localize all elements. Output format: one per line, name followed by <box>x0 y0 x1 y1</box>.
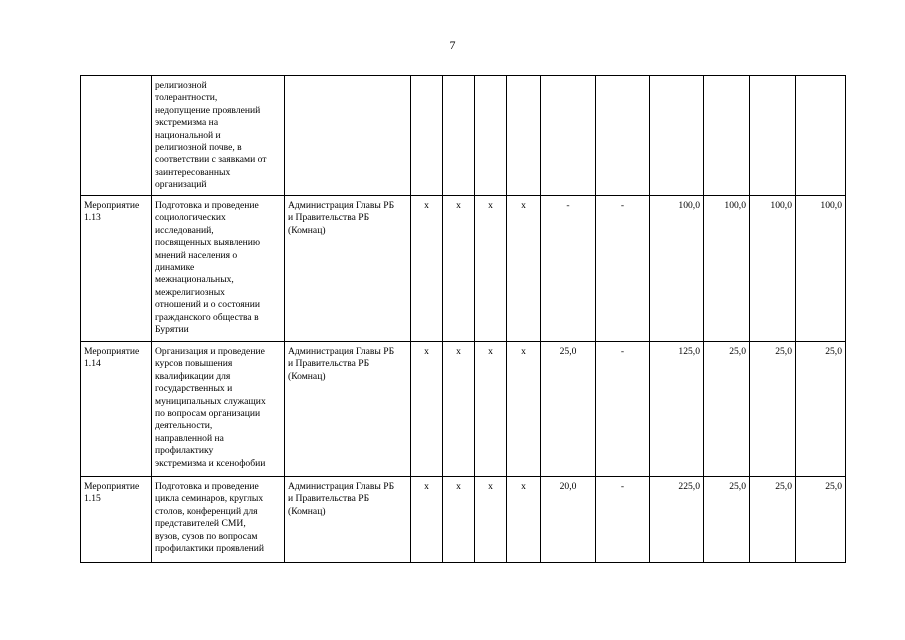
table-row <box>81 196 846 342</box>
event-cell <box>81 76 152 196</box>
value-cell: 125,0 <box>650 342 704 477</box>
value-cell: 25,0 <box>750 477 796 563</box>
value-cell <box>411 76 443 196</box>
table-row <box>81 342 846 477</box>
value-cell <box>796 76 846 196</box>
event-cell: Мероприятие 1.13 <box>81 196 152 342</box>
executor-cell: Администрация Главы РБ и Правительства РБ (Комнац) <box>285 196 411 342</box>
value-cell: 25,0 <box>796 342 846 477</box>
value-cell: 25,0 <box>704 342 750 477</box>
description-cell: Подготовка и проведение социологических исследований, посвященных выявлению мнений населения о динамике межнациональных, межрелигиозных отношений и о состоянии гражданского общества в Бурятии <box>152 196 285 342</box>
value-cell <box>704 76 750 196</box>
description-cell: Подготовка и проведение цикла семинаров, круглых столов, конференций для представителей СМИ, вузов, сузов по вопросам профилактики проявлений <box>152 477 285 563</box>
table-row <box>81 477 846 563</box>
value-cell: x <box>475 342 507 477</box>
budget-table <box>80 75 846 563</box>
value-cell: 100,0 <box>796 196 846 342</box>
value-cell: - <box>596 477 650 563</box>
value-cell: 100,0 <box>750 196 796 342</box>
value-cell: x <box>475 477 507 563</box>
description-cell: Организация и проведение курсов повышения квалификации для государственных и муниципальных служащих по вопросам организации деятельности, направленной на профилактику экстремизма и ксенофобии <box>152 342 285 477</box>
value-cell: - <box>596 196 650 342</box>
value-cell: x <box>507 342 541 477</box>
value-cell <box>750 76 796 196</box>
value-cell <box>596 76 650 196</box>
value-cell: x <box>411 477 443 563</box>
value-cell <box>650 76 704 196</box>
value-cell: x <box>443 196 475 342</box>
table-row <box>81 76 846 196</box>
value-cell: x <box>411 196 443 342</box>
value-cell: 25,0 <box>541 342 596 477</box>
value-cell: 20,0 <box>541 477 596 563</box>
value-cell <box>475 76 507 196</box>
value-cell: x <box>507 196 541 342</box>
value-cell <box>443 76 475 196</box>
value-cell: x <box>443 477 475 563</box>
value-cell: x <box>507 477 541 563</box>
executor-cell: Администрация Главы РБ и Правительства РБ (Комнац) <box>285 477 411 563</box>
executor-cell <box>285 76 411 196</box>
value-cell: 25,0 <box>796 477 846 563</box>
value-cell: x <box>475 196 507 342</box>
executor-cell: Администрация Главы РБ и Правительства РБ (Комнац) <box>285 342 411 477</box>
event-cell: Мероприятие 1.15 <box>81 477 152 563</box>
value-cell <box>541 76 596 196</box>
value-cell: - <box>541 196 596 342</box>
value-cell: 100,0 <box>650 196 704 342</box>
event-cell: Мероприятие 1.14 <box>81 342 152 477</box>
description-cell: религиозной толерантности, недопущение проявлений экстремизма на национальной и религиозной почве, в соответствии с заявками от заинтересованных организаций <box>152 76 285 196</box>
value-cell <box>507 76 541 196</box>
value-cell: - <box>596 342 650 477</box>
value-cell: 225,0 <box>650 477 704 563</box>
value-cell: 25,0 <box>704 477 750 563</box>
page-number: 7 <box>449 38 456 52</box>
value-cell: x <box>443 342 475 477</box>
value-cell: 100,0 <box>704 196 750 342</box>
value-cell: x <box>411 342 443 477</box>
value-cell: 25,0 <box>750 342 796 477</box>
